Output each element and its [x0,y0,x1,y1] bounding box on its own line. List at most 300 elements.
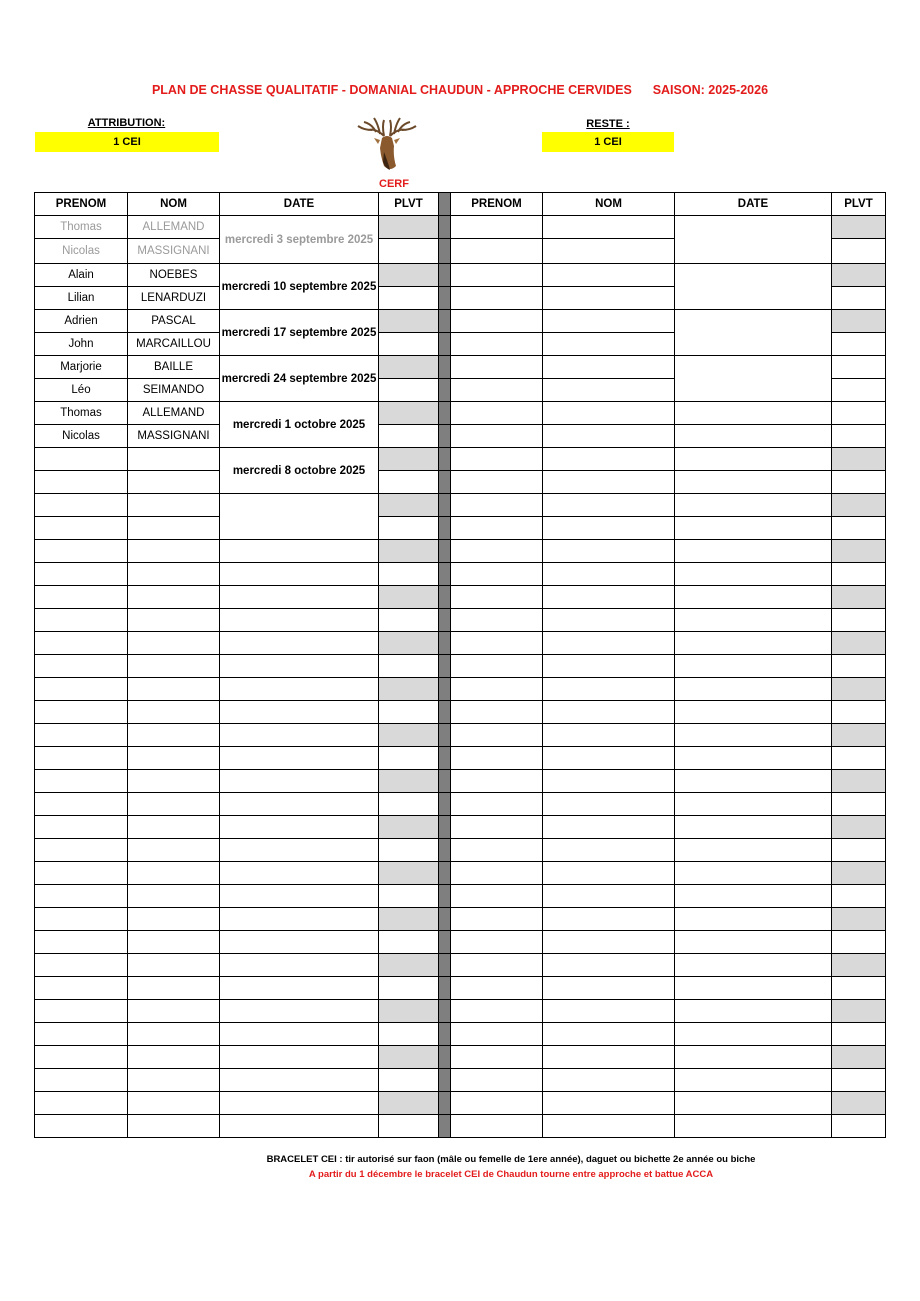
cell-prenom[interactable]: Nicolas [35,425,128,448]
cell-plvt[interactable] [379,655,439,678]
cell-nom[interactable] [543,402,675,425]
cell-date[interactable]: mercredi 1 octobre 2025 [220,402,379,448]
cell-plvt[interactable] [832,747,886,770]
cell-date[interactable] [220,908,379,931]
cell-plvt[interactable] [832,333,886,356]
cell-date[interactable]: mercredi 3 septembre 2025 [220,216,379,264]
cell-prenom[interactable] [451,356,543,379]
cell-date[interactable] [675,540,832,563]
cell-plvt[interactable] [832,310,886,333]
cell-prenom[interactable] [451,954,543,977]
cell-date[interactable] [675,1069,832,1092]
cell-nom[interactable] [543,216,675,239]
cell-prenom[interactable] [451,1000,543,1023]
cell-plvt[interactable] [379,931,439,954]
cell-date[interactable] [675,1046,832,1069]
cell-date[interactable] [675,885,832,908]
cell-date[interactable] [220,839,379,862]
cell-nom[interactable] [543,908,675,931]
cell-nom[interactable] [128,908,220,931]
cell-prenom[interactable] [35,563,128,586]
cell-prenom[interactable]: Adrien [35,310,128,333]
cell-plvt[interactable] [379,1046,439,1069]
cell-nom[interactable] [543,609,675,632]
cell-date[interactable]: mercredi 10 septembre 2025 [220,264,379,310]
cell-date[interactable]: mercredi 17 septembre 2025 [220,310,379,356]
cell-nom[interactable]: ALLEMAND [128,216,220,239]
cell-plvt[interactable] [832,931,886,954]
cell-plvt[interactable] [832,770,886,793]
cell-nom[interactable] [128,1115,220,1138]
cell-plvt[interactable] [832,517,886,540]
cell-nom[interactable] [128,862,220,885]
cell-nom[interactable] [543,678,675,701]
cell-plvt[interactable] [832,471,886,494]
cell-prenom[interactable] [35,908,128,931]
cell-date[interactable] [220,632,379,655]
cell-prenom[interactable] [35,839,128,862]
cell-plvt[interactable] [832,632,886,655]
cell-nom[interactable] [128,563,220,586]
cell-nom[interactable] [543,239,675,264]
cell-plvt[interactable] [379,1023,439,1046]
cell-nom[interactable] [128,977,220,1000]
cell-prenom[interactable] [451,494,543,517]
cell-nom[interactable]: SEIMANDO [128,379,220,402]
cell-nom[interactable] [543,1092,675,1115]
cell-prenom[interactable] [35,724,128,747]
cell-plvt[interactable] [832,216,886,239]
cell-prenom[interactable] [35,517,128,540]
cell-plvt[interactable] [832,1092,886,1115]
cell-plvt[interactable] [832,655,886,678]
cell-plvt[interactable] [379,632,439,655]
cell-prenom[interactable]: John [35,333,128,356]
cell-nom[interactable] [128,678,220,701]
cell-nom[interactable]: ALLEMAND [128,402,220,425]
cell-prenom[interactable] [451,724,543,747]
cell-date[interactable] [220,586,379,609]
cell-prenom[interactable] [451,770,543,793]
cell-prenom[interactable] [451,793,543,816]
cell-prenom[interactable] [35,747,128,770]
cell-prenom[interactable] [35,816,128,839]
cell-plvt[interactable] [379,425,439,448]
cell-prenom[interactable] [451,747,543,770]
cell-nom[interactable] [543,954,675,977]
cell-date[interactable] [220,540,379,563]
cell-plvt[interactable] [379,1092,439,1115]
cell-prenom[interactable] [451,839,543,862]
cell-plvt[interactable] [832,402,886,425]
cell-nom[interactable] [543,862,675,885]
cell-nom[interactable] [128,1000,220,1023]
cell-date[interactable] [220,1092,379,1115]
cell-plvt[interactable] [379,379,439,402]
cell-prenom[interactable] [451,379,543,402]
cell-nom[interactable] [128,471,220,494]
cell-nom[interactable] [128,655,220,678]
cell-date[interactable] [220,1000,379,1023]
cell-nom[interactable] [128,724,220,747]
cell-plvt[interactable] [832,701,886,724]
cell-date[interactable] [220,494,379,540]
cell-nom[interactable] [128,517,220,540]
cell-nom[interactable] [128,1092,220,1115]
cell-date[interactable] [675,747,832,770]
cell-prenom[interactable]: Léo [35,379,128,402]
cell-plvt[interactable] [832,1000,886,1023]
cell-prenom[interactable]: Nicolas [35,239,128,264]
cell-plvt[interactable] [832,954,886,977]
cell-nom[interactable] [543,724,675,747]
cell-nom[interactable] [128,954,220,977]
cell-prenom[interactable] [35,1023,128,1046]
cell-date[interactable] [675,494,832,517]
cell-plvt[interactable] [832,908,886,931]
cell-plvt[interactable] [379,908,439,931]
cell-plvt[interactable] [379,977,439,1000]
cell-nom[interactable] [543,816,675,839]
cell-nom[interactable] [128,747,220,770]
cell-plvt[interactable] [832,287,886,310]
cell-nom[interactable] [128,839,220,862]
cell-date[interactable] [220,954,379,977]
cell-prenom[interactable] [35,655,128,678]
cell-prenom[interactable]: Thomas [35,402,128,425]
cell-prenom[interactable] [35,770,128,793]
cell-nom[interactable] [543,1115,675,1138]
cell-date[interactable] [220,1115,379,1138]
cell-date[interactable] [675,563,832,586]
cell-nom[interactable] [543,494,675,517]
cell-prenom[interactable] [451,862,543,885]
cell-plvt[interactable] [379,517,439,540]
cell-prenom[interactable] [451,632,543,655]
cell-nom[interactable] [543,977,675,1000]
cell-date[interactable] [675,264,832,310]
cell-plvt[interactable] [379,862,439,885]
cell-prenom[interactable] [35,494,128,517]
cell-date[interactable] [675,586,832,609]
cell-plvt[interactable] [379,586,439,609]
cell-prenom[interactable] [35,448,128,471]
cell-date[interactable] [675,770,832,793]
cell-date[interactable] [220,678,379,701]
cell-plvt[interactable] [832,609,886,632]
cell-prenom[interactable] [451,678,543,701]
cell-prenom[interactable] [451,1046,543,1069]
cell-nom[interactable]: MARCAILLOU [128,333,220,356]
cell-plvt[interactable] [379,356,439,379]
cell-nom[interactable] [543,356,675,379]
cell-date[interactable] [675,793,832,816]
cell-plvt[interactable] [379,701,439,724]
cell-prenom[interactable] [451,563,543,586]
cell-prenom[interactable] [451,609,543,632]
cell-date[interactable] [220,701,379,724]
cell-date[interactable] [675,402,832,425]
cell-prenom[interactable] [35,862,128,885]
cell-nom[interactable] [543,701,675,724]
cell-plvt[interactable] [832,678,886,701]
cell-plvt[interactable] [832,816,886,839]
cell-nom[interactable] [128,701,220,724]
cell-plvt[interactable] [379,563,439,586]
cell-date[interactable] [675,839,832,862]
cell-nom[interactable] [543,1000,675,1023]
cell-prenom[interactable] [451,1115,543,1138]
cell-date[interactable] [220,1046,379,1069]
cell-plvt[interactable] [832,885,886,908]
cell-date[interactable] [675,632,832,655]
cell-plvt[interactable] [379,954,439,977]
cell-prenom[interactable] [451,1069,543,1092]
cell-plvt[interactable] [832,448,886,471]
cell-date[interactable] [675,862,832,885]
cell-date[interactable] [220,724,379,747]
cell-date[interactable] [675,1000,832,1023]
cell-nom[interactable] [128,793,220,816]
cell-prenom[interactable] [451,333,543,356]
cell-plvt[interactable] [379,678,439,701]
cell-prenom[interactable] [35,1000,128,1023]
cell-prenom[interactable]: Lilian [35,287,128,310]
cell-nom[interactable] [543,1023,675,1046]
cell-nom[interactable]: NOEBES [128,264,220,287]
cell-plvt[interactable] [379,816,439,839]
cell-plvt[interactable] [379,287,439,310]
cell-prenom[interactable] [35,471,128,494]
cell-date[interactable] [675,471,832,494]
cell-prenom[interactable] [35,1069,128,1092]
cell-plvt[interactable] [832,1046,886,1069]
cell-nom[interactable]: LENARDUZI [128,287,220,310]
cell-plvt[interactable] [832,239,886,264]
cell-nom[interactable] [543,310,675,333]
cell-nom[interactable] [543,517,675,540]
cell-prenom[interactable] [35,1092,128,1115]
cell-prenom[interactable] [35,678,128,701]
cell-prenom[interactable] [451,517,543,540]
cell-date[interactable] [220,655,379,678]
cell-date[interactable] [220,609,379,632]
cell-prenom[interactable] [451,402,543,425]
cell-date[interactable] [220,770,379,793]
cell-nom[interactable] [543,885,675,908]
cell-nom[interactable] [543,839,675,862]
cell-date[interactable] [220,977,379,1000]
cell-nom[interactable] [543,471,675,494]
cell-nom[interactable] [128,1023,220,1046]
cell-plvt[interactable] [832,1023,886,1046]
cell-plvt[interactable] [379,494,439,517]
cell-nom[interactable]: PASCAL [128,310,220,333]
cell-prenom[interactable]: Alain [35,264,128,287]
cell-date[interactable] [675,655,832,678]
cell-plvt[interactable] [832,724,886,747]
cell-nom[interactable] [543,264,675,287]
cell-prenom[interactable] [451,908,543,931]
cell-nom[interactable] [543,448,675,471]
cell-date[interactable] [675,425,832,448]
cell-prenom[interactable] [451,471,543,494]
cell-nom[interactable] [128,885,220,908]
cell-plvt[interactable] [379,264,439,287]
cell-prenom[interactable] [451,425,543,448]
cell-nom[interactable] [128,609,220,632]
cell-plvt[interactable] [832,977,886,1000]
cell-date[interactable] [675,216,832,264]
cell-prenom[interactable] [451,701,543,724]
cell-nom[interactable]: BAILLE [128,356,220,379]
cell-prenom[interactable] [451,239,543,264]
cell-prenom[interactable] [451,540,543,563]
cell-date[interactable] [220,793,379,816]
cell-date[interactable] [675,908,832,931]
cell-plvt[interactable] [832,356,886,379]
cell-prenom[interactable] [451,931,543,954]
cell-nom[interactable] [128,494,220,517]
cell-nom[interactable]: MASSIGNANI [128,239,220,264]
cell-plvt[interactable] [832,264,886,287]
cell-prenom[interactable] [451,1092,543,1115]
cell-plvt[interactable] [379,1115,439,1138]
cell-nom[interactable] [543,1046,675,1069]
cell-date[interactable] [675,678,832,701]
cell-date[interactable] [675,816,832,839]
cell-plvt[interactable] [832,839,886,862]
cell-plvt[interactable] [832,540,886,563]
cell-prenom[interactable] [35,885,128,908]
cell-nom[interactable]: MASSIGNANI [128,425,220,448]
cell-nom[interactable] [128,540,220,563]
cell-date[interactable] [675,356,832,402]
cell-prenom[interactable] [451,816,543,839]
cell-nom[interactable] [543,1069,675,1092]
cell-plvt[interactable] [832,1069,886,1092]
cell-nom[interactable] [543,379,675,402]
cell-date[interactable] [220,1069,379,1092]
cell-plvt[interactable] [832,586,886,609]
cell-nom[interactable] [543,793,675,816]
cell-nom[interactable] [543,563,675,586]
cell-date[interactable] [675,977,832,1000]
cell-nom[interactable] [543,770,675,793]
cell-plvt[interactable] [379,1069,439,1092]
cell-date[interactable] [675,1115,832,1138]
cell-nom[interactable] [128,448,220,471]
cell-date[interactable] [675,1092,832,1115]
cell-date[interactable] [675,609,832,632]
cell-date[interactable] [675,931,832,954]
cell-prenom[interactable] [35,586,128,609]
cell-date[interactable] [220,563,379,586]
cell-nom[interactable] [543,931,675,954]
cell-prenom[interactable] [35,701,128,724]
cell-prenom[interactable] [35,632,128,655]
cell-date[interactable] [220,1023,379,1046]
cell-plvt[interactable] [832,862,886,885]
cell-prenom[interactable] [35,609,128,632]
cell-date[interactable] [220,816,379,839]
cell-plvt[interactable] [379,540,439,563]
cell-prenom[interactable] [451,287,543,310]
cell-date[interactable]: mercredi 24 septembre 2025 [220,356,379,402]
cell-plvt[interactable] [379,333,439,356]
cell-prenom[interactable] [451,977,543,1000]
cell-plvt[interactable] [379,793,439,816]
cell-plvt[interactable] [379,471,439,494]
cell-prenom[interactable] [35,1115,128,1138]
cell-nom[interactable] [543,655,675,678]
cell-plvt[interactable] [832,563,886,586]
cell-prenom[interactable]: Thomas [35,216,128,239]
cell-date[interactable] [675,310,832,356]
cell-plvt[interactable] [379,609,439,632]
cell-nom[interactable] [128,1046,220,1069]
cell-prenom[interactable] [451,586,543,609]
cell-nom[interactable] [128,586,220,609]
cell-plvt[interactable] [832,494,886,517]
cell-nom[interactable] [128,931,220,954]
cell-date[interactable] [220,747,379,770]
cell-plvt[interactable] [832,793,886,816]
cell-date[interactable] [220,885,379,908]
cell-plvt[interactable] [379,1000,439,1023]
cell-nom[interactable] [543,632,675,655]
cell-plvt[interactable] [379,310,439,333]
cell-prenom[interactable] [451,885,543,908]
cell-prenom[interactable] [451,1023,543,1046]
cell-plvt[interactable] [832,425,886,448]
cell-plvt[interactable] [379,839,439,862]
cell-prenom[interactable] [451,310,543,333]
cell-plvt[interactable] [379,770,439,793]
cell-prenom[interactable] [35,954,128,977]
cell-date[interactable] [675,517,832,540]
cell-prenom[interactable] [451,655,543,678]
cell-plvt[interactable] [379,747,439,770]
cell-nom[interactable] [128,632,220,655]
cell-date[interactable] [675,954,832,977]
cell-nom[interactable] [543,425,675,448]
cell-plvt[interactable] [379,239,439,264]
cell-prenom[interactable] [451,448,543,471]
cell-nom[interactable] [543,540,675,563]
cell-prenom[interactable] [35,1046,128,1069]
cell-prenom[interactable] [35,977,128,1000]
cell-prenom[interactable] [35,540,128,563]
cell-date[interactable] [675,724,832,747]
cell-prenom[interactable]: Marjorie [35,356,128,379]
cell-plvt[interactable] [379,216,439,239]
cell-nom[interactable] [543,287,675,310]
cell-prenom[interactable] [35,793,128,816]
cell-date[interactable] [675,448,832,471]
cell-nom[interactable] [128,816,220,839]
cell-date[interactable] [220,931,379,954]
cell-prenom[interactable] [451,216,543,239]
cell-plvt[interactable] [379,885,439,908]
cell-plvt[interactable] [379,448,439,471]
cell-plvt[interactable] [379,724,439,747]
cell-date[interactable] [220,862,379,885]
cell-prenom[interactable] [35,931,128,954]
cell-prenom[interactable] [451,264,543,287]
cell-date[interactable] [675,701,832,724]
cell-nom[interactable] [543,333,675,356]
